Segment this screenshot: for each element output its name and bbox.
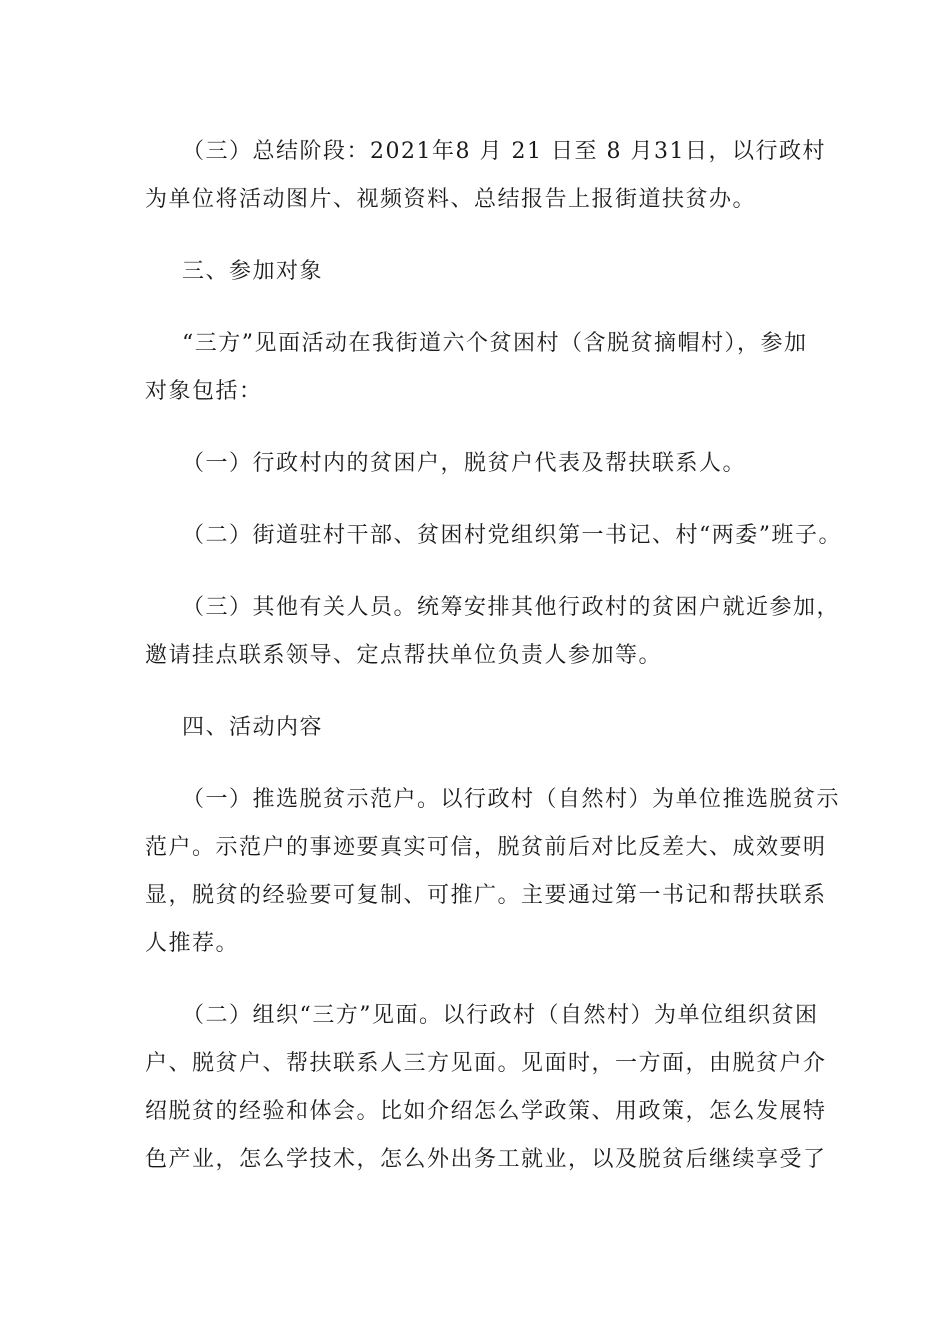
text-line: （二）街道驻村干部、贫困村党组织第一书记、村“两委”班子。 (182, 523, 842, 548)
text-line: 为单位将活动图片、视频资料、总结报告上报街道扶贫办。 (145, 187, 757, 212)
text-line: 范户。示范户的事迹要真实可信，脱贫前后对比反差大、成效要明 (145, 835, 827, 860)
text-line: 绍脱贫的经验和体会。比如介绍怎么学政策、用政策，怎么发展特 (145, 1099, 827, 1124)
text-line: （三）总结阶段：2021年8 月 21 日至 8 月31日，以行政村 (182, 139, 826, 164)
text-line: （一）推选脱贫示范户。以行政村（自然村）为单位推选脱贫示 (182, 787, 841, 812)
section-heading: 四、活动内容 (182, 715, 324, 740)
text-line: 邀请挂点联系领导、定点帮扶单位负责人参加等。 (145, 643, 663, 668)
text-line: （一）行政村内的贫困户，脱贫户代表及帮扶联系人。 (182, 451, 747, 476)
text-line: 对象包括： (145, 379, 263, 404)
text-line: 显，脱贫的经验要可复制、可推广。主要通过第一书记和帮扶联系 (145, 883, 827, 908)
text-line: 户、脱贫户、帮扶联系人三方见面。见面时，一方面，由脱贫户介 (145, 1051, 827, 1076)
section-heading: 三、参加对象 (182, 259, 324, 284)
text-line: （二）组织“三方”见面。以行政村（自然村）为单位组织贫困 (182, 1003, 819, 1028)
text-line: （三）其他有关人员。统筹安排其他行政村的贫困户就近参加， (182, 595, 841, 620)
text-line: 色产业，怎么学技术，怎么外出务工就业，以及脱贫后继续享受了 (145, 1147, 827, 1172)
text-line: 人推荐。 (145, 931, 240, 956)
text-line: “三方”见面活动在我街道六个贫困村（含脱贫摘帽村），参加 (182, 331, 808, 356)
